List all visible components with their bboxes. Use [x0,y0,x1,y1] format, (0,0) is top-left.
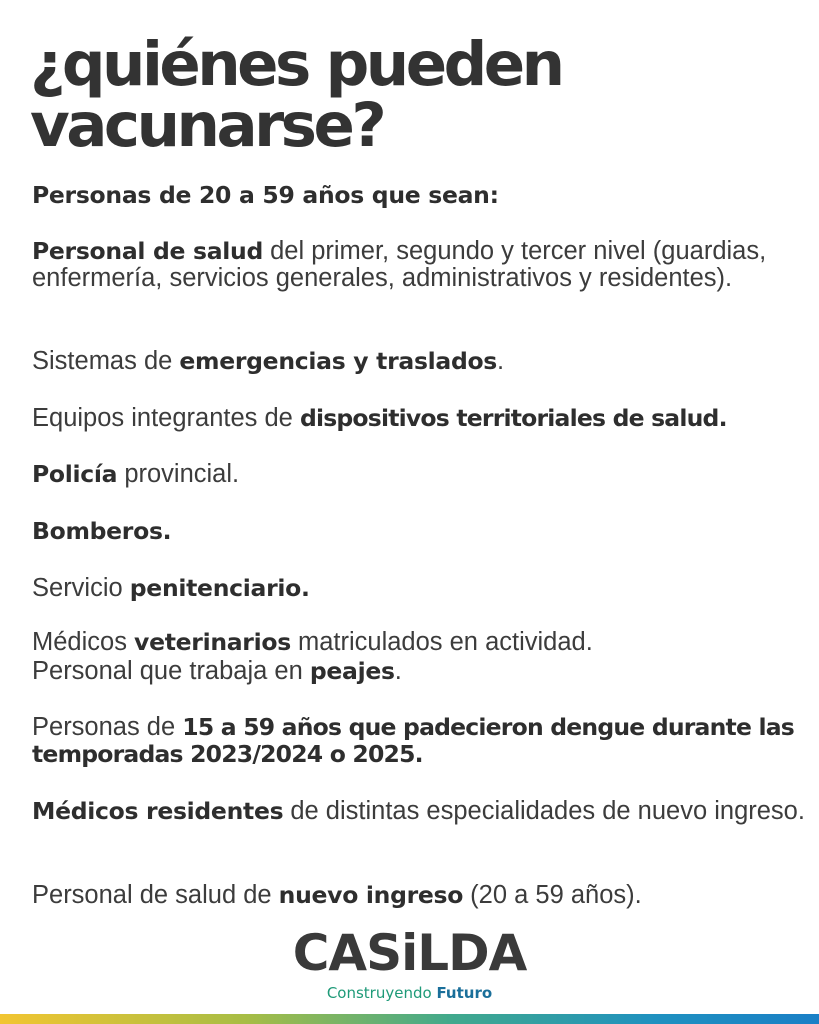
group-dengue-bold: 15 a 59 años que padecieron dengue durante las temporadas 2023/2024 o 2025. [32,713,794,768]
group-police [32,461,807,488]
group-health-personnel-bold: Personal de salud [32,237,264,265]
group-police-bold: Policía [32,460,118,488]
group-penitentiary-bold: penitenciario. [129,574,310,602]
eligibility-subtitle: Personas de 20 a 59 años que sean: [32,181,499,209]
group-police-post: provincial. [117,460,240,488]
group-resident-doctors [32,798,807,825]
group-tolls-post: . [394,657,402,685]
tagline-regular: Construyendo [326,984,437,1002]
page-title [30,29,790,161]
group-emergencies-post: . [497,347,505,375]
group-emergencies [32,348,807,375]
group-tolls-pre: Personal que trabaja en [32,657,310,685]
group-new-health-staff-bold: nuevo ingreso [278,881,464,909]
group-tolls [32,658,807,685]
group-territorial-pre: Equipos integrantes de [32,404,300,432]
group-tolls-bold: peajes [309,657,395,685]
group-new-health-staff-pre: Personal de salud de [32,881,279,909]
group-emergencies-bold: emergencias y traslados [179,347,497,375]
logo-tagline [0,984,819,1002]
group-veterinarians-bold: veterinarios [134,628,291,656]
group-firefighters-bold: Bomberos. [32,517,172,545]
group-resident-doctors-post: de distintas especialidades de nuevo ingreso. [283,797,805,825]
group-firefighters [32,518,807,545]
casilda-logo: CASiLDA [292,924,527,982]
group-emergencies-pre: Sistemas de [32,347,180,375]
group-veterinarians-pre: Médicos [32,628,135,656]
group-new-health-staff-post: (20 a 59 años). [463,881,642,909]
group-dengue [32,714,807,768]
group-veterinarians-post: matriculados en actividad. [290,628,593,656]
group-territorial-bold: dispositivos territoriales de salud. [299,404,727,432]
group-territorial-devices [32,405,807,432]
group-penitentiary [32,575,807,602]
group-penitentiary-pre: Servicio [32,574,130,602]
group-dengue-pre: Personas de [32,713,183,741]
group-health-personnel [32,238,807,292]
tagline-bold: Futuro [436,984,493,1002]
footer-gradient-bar [0,1014,819,1024]
group-resident-doctors-bold: Médicos residentes [32,797,284,825]
group-health-personnel-text: del primer, segundo y tercer nivel (guardias, enfermería, servicios generales, administrativos y residentes). [32,237,767,292]
group-new-health-staff [32,882,807,909]
title-line-1: ¿quiénes pueden [30,29,562,100]
title-line-2: vacunarse? [30,90,384,161]
group-veterinarians [32,629,807,656]
